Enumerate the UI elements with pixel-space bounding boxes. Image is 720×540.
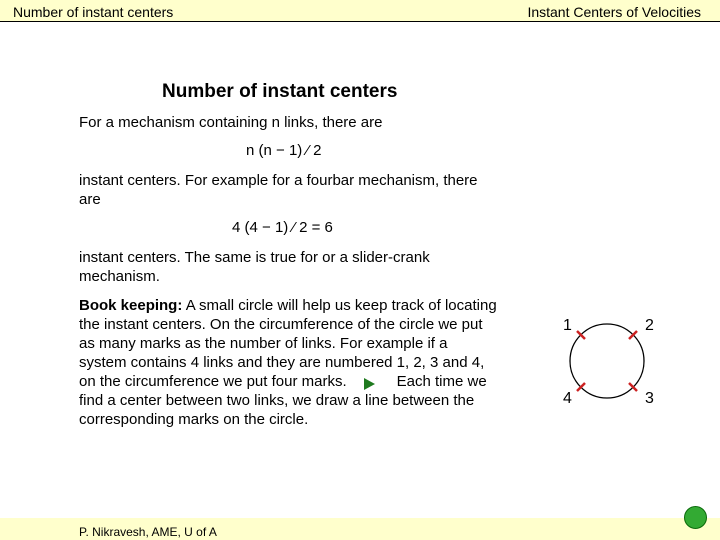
diagram-label-4: 4	[563, 390, 572, 407]
play-icon[interactable]	[364, 378, 375, 390]
diagram-label-3: 3	[645, 390, 654, 407]
bookkeeping-label: Book keeping:	[79, 297, 183, 314]
header-right-title: Instant Centers of Velocities	[527, 4, 701, 20]
equation-general: n (n − 1) ⁄ 2	[246, 142, 322, 159]
intro-paragraph: For a mechanism containing n links, there are	[79, 114, 383, 131]
footer-bar	[0, 518, 720, 540]
diagram-label-1: 1	[563, 317, 572, 334]
equation-fourbar: 4 (4 − 1) ⁄ 2 = 6	[232, 219, 333, 236]
nav-button[interactable]	[684, 506, 707, 529]
fourbar-paragraph: instant centers. For example for a fourbar mechanism, there are	[79, 172, 478, 208]
diagram-label-2: 2	[645, 317, 654, 334]
header-left-title: Number of instant centers	[13, 4, 174, 20]
slider-crank-paragraph: instant centers. The same is true for or a slider-crank mechanism.	[79, 249, 430, 285]
bookkeeping-text-a: A small circle will help us keep track of locating the instant centers. On the circumference of the circle we put as many marks as the number of links. For example if a system contains 4 links and they are numbered 1, 2, 3 and 4, on the circumference we put four marks.	[79, 297, 497, 390]
slide-title: Number of instant centers	[162, 81, 398, 102]
footer-credit: P. Nikravesh, AME, U of A	[79, 525, 217, 539]
header-bar	[0, 0, 720, 22]
bookkeeping-text-b: Each time we find a center between two links, we draw a line between the corresponding marks on the circle.	[79, 373, 487, 428]
bookkeeping-paragraph	[79, 296, 499, 429]
link-circle-diagram	[555, 305, 675, 415]
